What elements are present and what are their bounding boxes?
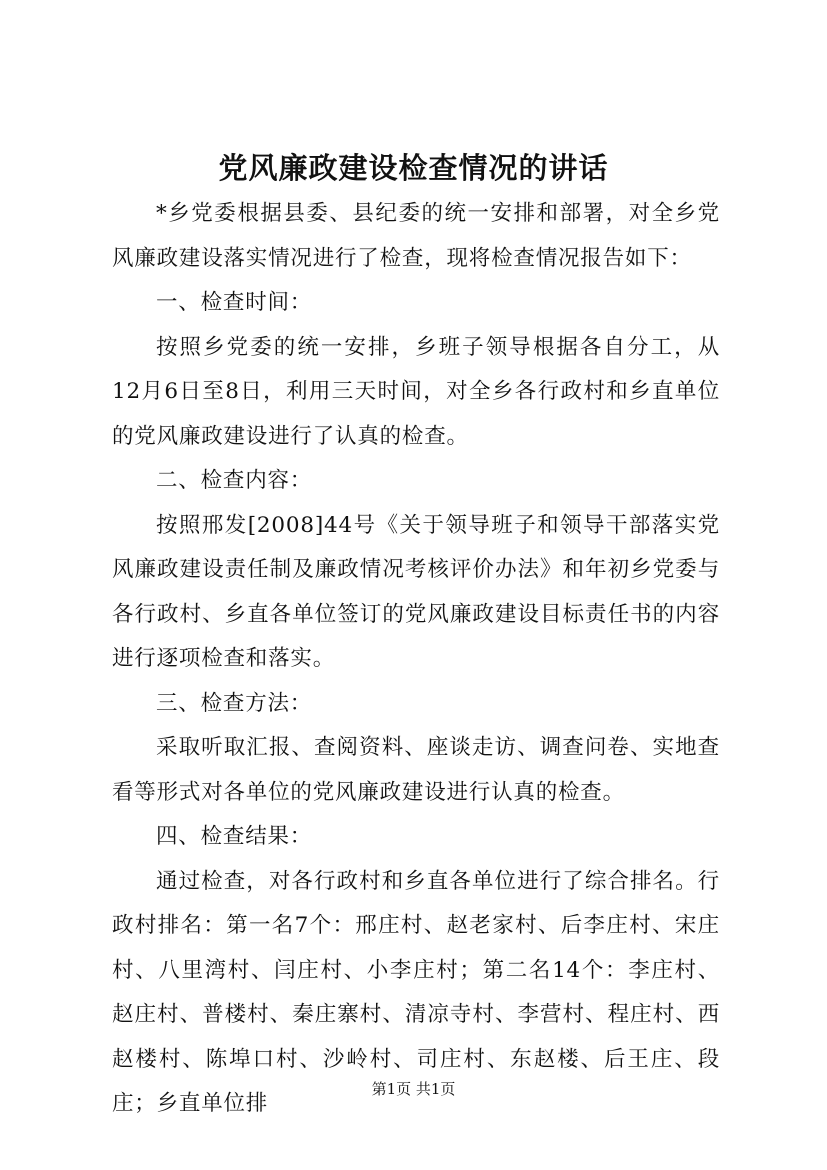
heading-inspection-method: 三、检查方法： — [156, 690, 313, 716]
heading-inspection-content: 二、检查内容： — [156, 468, 313, 493]
heading-inspection-time: 一、检查时间： — [156, 290, 313, 315]
paragraph-intro: *乡党委根据县委、县纪委的统一安排和部署，对全乡党风廉政建设落实情况进行了检查，现将检查情况报告如下： — [112, 201, 720, 271]
paragraph-inspection-result: 通过检查，对各行政村和乡直各单位进行了综合排名。行政村排名：第一名7个：邢庄村、赵老家村、后李庄村、宋庄村、八里湾村、闫庄村、小李庄村；第二名14个：李庄村、赵庄村、普楼村、秦庄寨村、清凉寺村、李营村、程庄村、西赵楼村、陈埠口村、沙岭村、司庄村、东赵楼、后王庄、段庄；乡直单位排 — [112, 868, 720, 1116]
paragraph-inspection-time: 按照乡党委的统一安排，乡班子领导根据各自分工，从12月6日至8日，利用三天时间，对全乡各行政村和乡直单位的党风廉政建设进行了认真的检查。 — [112, 334, 720, 449]
document-body — [112, 192, 720, 1127]
document-title: 党风廉政建设检查情况的讲话 — [218, 151, 609, 185]
paragraph-inspection-method: 采取听取汇报、查阅资料、座谈走访、调查问卷、实地查看等形式对各单位的党风廉政建设进行认真的检查。 — [112, 735, 720, 805]
paragraph-inspection-content: 按照邢发[2008]44号《关于领导班子和领导干部落实党风廉政建设责任制及廉政情况考核评价办法》和年初乡党委与各行政村、乡直各单位签订的党风廉政建设目标责任书的内容进行逐项检查和落实。 — [112, 512, 720, 671]
heading-inspection-result: 四、检查结果： — [156, 824, 313, 849]
page-number-footer: 第1页 共1页 — [371, 1080, 456, 1098]
